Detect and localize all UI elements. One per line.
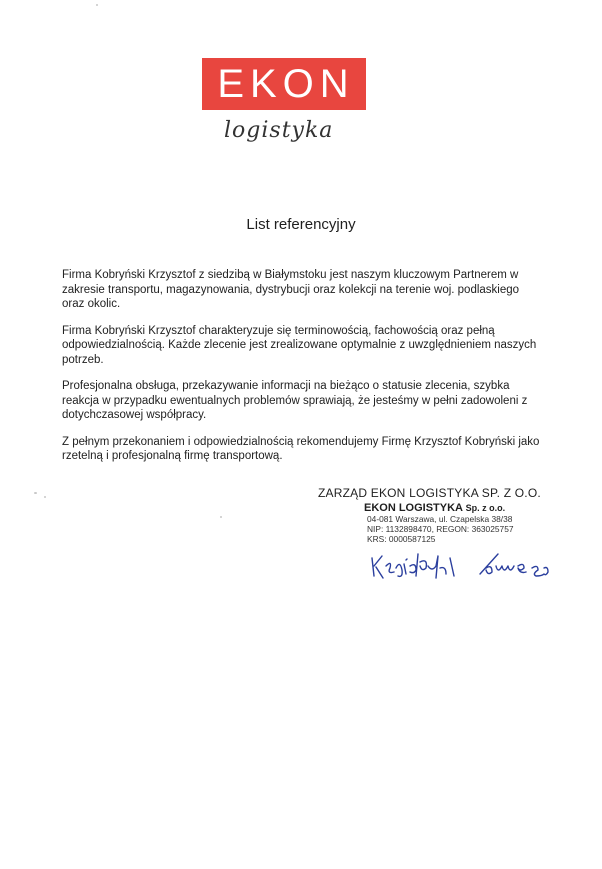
logo-box (202, 58, 366, 110)
scan-speck (220, 516, 222, 518)
letter-body (62, 268, 542, 476)
stamp-company (364, 502, 588, 514)
logo-wordmark: EKON (217, 62, 355, 106)
board-line: ZARZĄD EKON LOGISTYKA SP. Z O.O. (318, 486, 541, 500)
stamp-address: 04-081 Warszawa, ul. Czapelska 38/38 (367, 514, 513, 524)
paragraph-2: Firma Kobryński Krzysztof charakteryzuje się terminowością, fachowością oraz pełną odpowiedzialnością. Każde zlecenie jest zrealizowane optymalnie z uwzględnieniem naszych potrzeb. (62, 324, 537, 366)
scan-speck (34, 492, 37, 494)
scan-speck (44, 496, 46, 498)
stamp-company-name: EKON LOGISTYKA (364, 502, 463, 514)
paragraph-1: Firma Kobryński Krzysztof z siedzibą w Białymstoku jest naszym kluczowym Partnerem w zakresie transportu, magazynowania, dystrybucji oraz kolekcji na terenie woj. podlaskiego oraz okolic. (62, 269, 520, 310)
paragraph-4: Z pełnym przekonaniem i odpowiedzialnością rekomendujemy Firmę Krzysztof Kobryński jako rzetelną i profesjonalną firmę transportową. (62, 435, 540, 462)
company-stamp (364, 502, 588, 544)
document-title: List referencyjny (246, 216, 356, 233)
stamp-krs: KRS: 0000587125 (367, 534, 436, 544)
ekon-logo (202, 58, 366, 143)
scan-speck (96, 4, 98, 6)
signature-block (318, 486, 588, 582)
handwritten-signature (368, 546, 558, 582)
paragraph-3: Profesjonalna obsługa, przekazywanie informacji na bieżąco o statusie zlecenia, szybka reakcja w przypadku ewentualnych problemów sprawiają, że jesteśmy w pełni zadowoleni z dotychczasowej współpracy. (62, 380, 528, 421)
logo-script: logistyka (224, 118, 334, 143)
stamp-company-suffix: Sp. z o.o. (465, 503, 506, 513)
stamp-ids: NIP: 1132898470, REGON: 363025757 (367, 524, 514, 534)
